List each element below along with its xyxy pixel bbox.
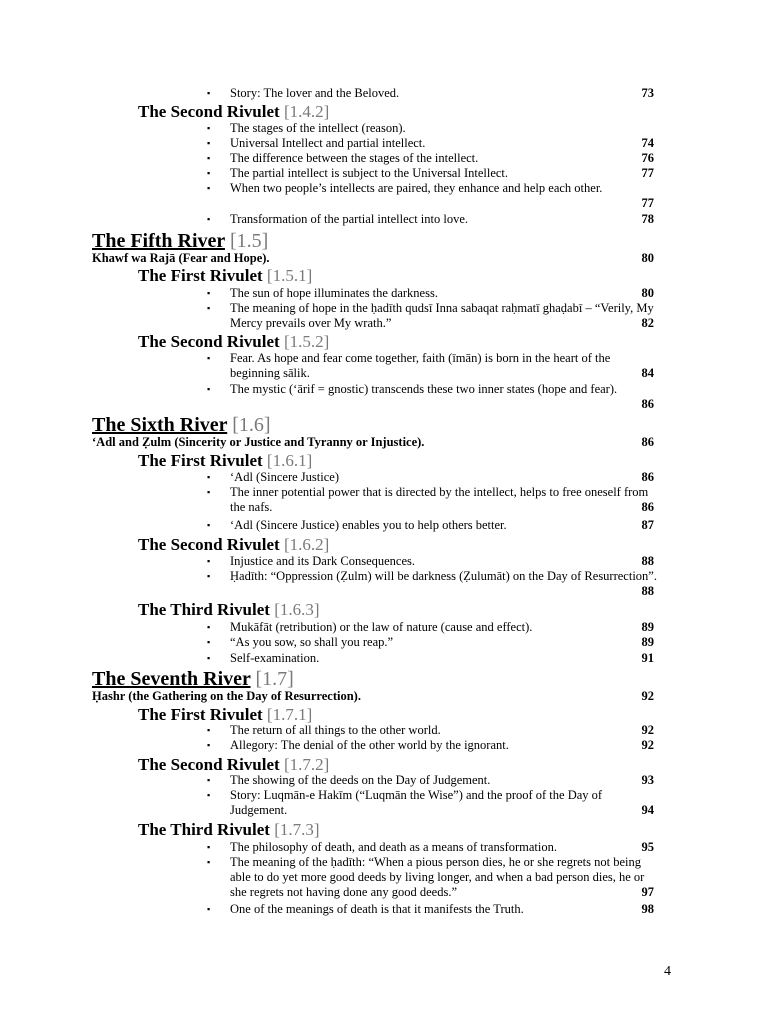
toc-item-text: Mukāfāt (retribution) or the law of nature (cause and effect). bbox=[230, 620, 533, 634]
toc-item-page: 88 bbox=[641, 554, 654, 568]
rivulet-number: [1.7.1] bbox=[266, 705, 313, 724]
toc-item bbox=[0, 470, 768, 485]
bullet-icon: ▪ bbox=[207, 775, 211, 785]
bullet-icon: ▪ bbox=[207, 520, 211, 530]
toc-item bbox=[0, 788, 768, 818]
toc-item-page: 92 bbox=[641, 738, 654, 752]
toc-item bbox=[0, 738, 768, 753]
toc-item-text: The showing of the deeds on the Day of Judgement. bbox=[230, 773, 491, 787]
toc-item-text: ‘Adl (Sincere Justice) enables you to help others better. bbox=[230, 518, 507, 532]
toc-item-text: “As you sow, so shall you reap.” bbox=[230, 635, 394, 649]
toc-item-text: Fear. As hope and fear come together, faith (īmān) is born in the heart of the beginning sālik. bbox=[230, 351, 611, 380]
toc-item-text: The return of all things to the other world. bbox=[230, 723, 441, 737]
rivulet-number: [1.6.3] bbox=[274, 600, 320, 619]
rivulet-title-wrap bbox=[138, 755, 329, 775]
rivulet-title: The Second Rivulet bbox=[138, 535, 280, 554]
toc-item-page: 86 bbox=[641, 470, 654, 484]
toc-item bbox=[0, 855, 768, 900]
bullet-icon: ▪ bbox=[207, 622, 211, 632]
toc-item bbox=[0, 86, 768, 101]
toc-item-page: 91 bbox=[641, 651, 654, 665]
river-title: The Fifth River bbox=[92, 230, 225, 252]
bullet-icon: ▪ bbox=[207, 842, 211, 852]
bullet-icon: ▪ bbox=[207, 904, 211, 914]
toc-item-text: The philosophy of death, and death as a means of transformation. bbox=[230, 840, 557, 854]
rivulet-title-wrap bbox=[138, 600, 320, 620]
toc-item bbox=[0, 121, 768, 136]
toc-item-text: One of the meanings of death is that it manifests the Truth. bbox=[230, 902, 524, 916]
bullet-icon: ▪ bbox=[207, 138, 211, 148]
toc-item bbox=[0, 136, 768, 151]
toc-item bbox=[0, 212, 768, 227]
toc-item-page: 84 bbox=[641, 366, 654, 380]
toc-item-page: 76 bbox=[641, 151, 654, 165]
toc-item bbox=[0, 181, 768, 211]
toc-item-text: When two people’s intellects are paired, they enhance and help each other. bbox=[230, 181, 603, 195]
toc-item bbox=[0, 635, 768, 650]
toc-item-page: 86 bbox=[641, 397, 654, 411]
rivulet-title: The Third Rivulet bbox=[138, 600, 270, 619]
toc-item-page: 82 bbox=[641, 316, 654, 330]
river-subtitle-page: 80 bbox=[641, 251, 654, 265]
toc-item-text: Universal Intellect and partial intellect. bbox=[230, 136, 426, 150]
toc-item-page: 97 bbox=[641, 885, 654, 899]
toc-item-text: Transformation of the partial intellect into love. bbox=[230, 212, 469, 226]
toc-item-page: 86 bbox=[641, 500, 654, 514]
toc-item-text: Story: Luqmān-e Hakīm (“Luqmān the Wise”) and the proof of the Day of Judgement. bbox=[230, 788, 603, 817]
toc-item-text: ‘Adl (Sincere Justice) bbox=[230, 470, 339, 484]
bullet-icon: ▪ bbox=[207, 214, 211, 224]
bullet-icon: ▪ bbox=[207, 168, 211, 178]
toc-item-text: The sun of hope illuminates the darkness. bbox=[230, 286, 438, 300]
bullet-icon: ▪ bbox=[207, 556, 211, 566]
toc-item bbox=[0, 382, 768, 412]
rivulet-number: [1.5.1] bbox=[266, 266, 313, 285]
toc-item-text: The mystic (‘ārif = gnostic) transcends these two inner states (hope and fear). bbox=[230, 382, 618, 396]
toc-item-page: 87 bbox=[641, 518, 654, 532]
bullet-icon: ▪ bbox=[207, 353, 211, 363]
rivulet-title-wrap bbox=[138, 332, 329, 352]
rivulet-title-wrap bbox=[138, 535, 329, 555]
toc-item-text: Story: The lover and the Beloved. bbox=[230, 86, 400, 100]
river-number: [1.5] bbox=[229, 230, 269, 252]
rivulet-title-wrap bbox=[138, 451, 312, 471]
bullet-icon: ▪ bbox=[207, 123, 211, 133]
toc-item bbox=[0, 286, 768, 301]
toc-item-page: 78 bbox=[641, 212, 654, 226]
bullet-icon: ▪ bbox=[207, 487, 211, 497]
rivulet-title-wrap bbox=[138, 705, 312, 725]
toc-item-text: The meaning of hope in the ḥadīth qudsī Inna sabaqat raḥmatī ghaḍabī – “Verily, My Mercy prevails over My wrath.” bbox=[230, 301, 654, 330]
bullet-icon: ▪ bbox=[207, 571, 211, 581]
toc-item-page: 89 bbox=[641, 620, 654, 634]
toc-item-page: 73 bbox=[641, 86, 654, 100]
toc-item-page: 92 bbox=[641, 723, 654, 737]
toc-item-page: 88 bbox=[641, 584, 654, 598]
rivulet-title-wrap bbox=[138, 266, 312, 286]
river-subtitle-text: ‘Adl and Ẓulm (Sincerity or Justice and Tyranny or Injustice). bbox=[92, 435, 425, 449]
rivulet-title-wrap bbox=[138, 102, 329, 122]
toc-item-page: 74 bbox=[641, 136, 654, 150]
toc-item bbox=[0, 485, 768, 515]
toc-item-text: The meaning of the ḥadīth: “When a pious person dies, he or she regrets not being able to do yet more good deeds by living longer, and when a bad person dies, he or she regrets not having done any good deeds.” bbox=[230, 855, 645, 899]
rivulet-title: The First Rivulet bbox=[138, 705, 263, 724]
toc-item-text: Ḥadīth: “Oppression (Ẓulm) will be darkness (Ẓulumāt) on the Day of Resurrection”. bbox=[230, 569, 657, 583]
toc-item-page: 94 bbox=[641, 803, 654, 817]
toc-item bbox=[0, 569, 768, 599]
toc-item-page: 80 bbox=[641, 286, 654, 300]
bullet-icon: ▪ bbox=[207, 653, 211, 663]
river-number: [1.7] bbox=[255, 668, 294, 690]
bullet-icon: ▪ bbox=[207, 472, 211, 482]
bullet-icon: ▪ bbox=[207, 740, 211, 750]
rivulet-number: [1.7.3] bbox=[274, 820, 320, 839]
toc-item-page: 95 bbox=[641, 840, 654, 854]
toc-item-text: Allegory: The denial of the other world by the ignorant. bbox=[230, 738, 509, 752]
bullet-icon: ▪ bbox=[207, 183, 211, 193]
toc-item bbox=[0, 840, 768, 855]
rivulet-number: [1.5.2] bbox=[283, 332, 330, 351]
toc-item bbox=[0, 651, 768, 666]
toc-item-text: Self-examination. bbox=[230, 651, 320, 665]
bullet-icon: ▪ bbox=[207, 384, 211, 394]
rivulet-title: The First Rivulet bbox=[138, 266, 263, 285]
river-subtitle-text: Khawf wa Rajā (Fear and Hope). bbox=[92, 251, 270, 265]
bullet-icon: ▪ bbox=[207, 88, 211, 98]
toc-item bbox=[0, 301, 768, 331]
river-subtitle-page: 86 bbox=[641, 435, 654, 449]
bullet-icon: ▪ bbox=[207, 637, 211, 647]
toc-item bbox=[0, 773, 768, 788]
toc-item bbox=[0, 518, 768, 533]
rivulet-number: [1.6.1] bbox=[266, 451, 313, 470]
toc-item-page: 93 bbox=[641, 773, 654, 787]
toc-item-text: The difference between the stages of the intellect. bbox=[230, 151, 479, 165]
rivulet-number: [1.7.2] bbox=[283, 755, 330, 774]
toc-item-page: 77 bbox=[641, 166, 654, 180]
river-subtitle-page: 92 bbox=[641, 689, 654, 703]
toc-item-text: The inner potential power that is directed by the intellect, helps to free oneself from the nafs. bbox=[230, 485, 649, 514]
bullet-icon: ▪ bbox=[207, 153, 211, 163]
toc-item-page: 98 bbox=[641, 902, 654, 916]
toc-item-text: The stages of the intellect (reason). bbox=[230, 121, 406, 135]
river-number: [1.6] bbox=[232, 414, 271, 436]
toc-item bbox=[0, 620, 768, 635]
rivulet-number: [1.6.2] bbox=[283, 535, 330, 554]
bullet-icon: ▪ bbox=[207, 725, 211, 735]
page-number: 4 bbox=[664, 964, 671, 979]
toc-item-text: Injustice and its Dark Consequences. bbox=[230, 554, 416, 568]
bullet-icon: ▪ bbox=[207, 790, 211, 800]
bullet-icon: ▪ bbox=[207, 303, 211, 313]
river-title-wrap bbox=[92, 230, 268, 252]
river-title-wrap bbox=[92, 414, 271, 436]
toc-item-text: The partial intellect is subject to the Universal Intellect. bbox=[230, 166, 509, 180]
bullet-icon: ▪ bbox=[207, 857, 211, 867]
rivulet-title: The Third Rivulet bbox=[138, 820, 270, 839]
toc-item bbox=[0, 902, 768, 917]
river-title-wrap bbox=[92, 668, 294, 690]
rivulet-title: The Second Rivulet bbox=[138, 332, 280, 351]
toc-item bbox=[0, 351, 768, 381]
river-subtitle-text: Ḥashr (the Gathering on the Day of Resurrection). bbox=[92, 689, 361, 703]
rivulet-number: [1.4.2] bbox=[283, 102, 330, 121]
rivulet-title-wrap bbox=[138, 820, 320, 840]
rivulet-title: The Second Rivulet bbox=[138, 102, 280, 121]
toc-item-page: 77 bbox=[641, 196, 654, 210]
toc-item-page: 89 bbox=[641, 635, 654, 649]
rivulet-title: The Second Rivulet bbox=[138, 755, 280, 774]
river-title: The Sixth River bbox=[92, 414, 228, 436]
river-title: The Seventh River bbox=[92, 668, 251, 690]
toc-item bbox=[0, 166, 768, 181]
bullet-icon: ▪ bbox=[207, 288, 211, 298]
toc-item bbox=[0, 151, 768, 166]
toc-item bbox=[0, 723, 768, 738]
toc-item bbox=[0, 554, 768, 569]
rivulet-title: The First Rivulet bbox=[138, 451, 263, 470]
